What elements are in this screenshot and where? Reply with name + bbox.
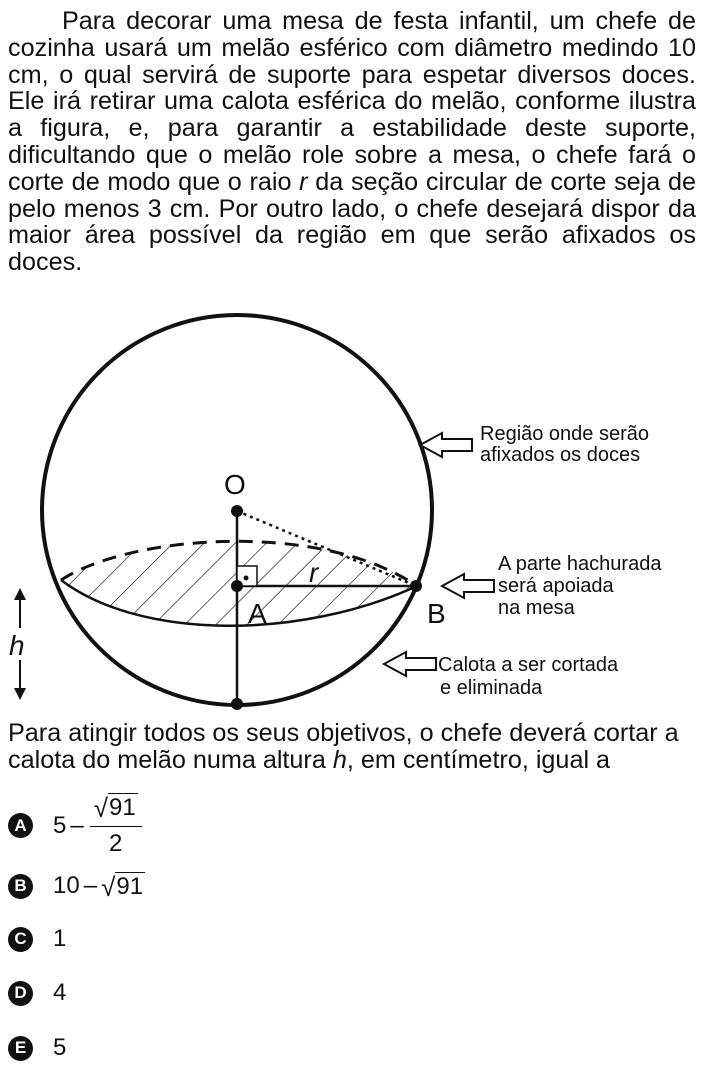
label-B: B xyxy=(427,598,446,629)
right-angle-dot xyxy=(244,576,249,581)
sqrt-icon: √ xyxy=(101,872,116,903)
question-text xyxy=(8,720,698,773)
option-c-badge: C xyxy=(8,927,33,952)
point-bottom xyxy=(231,698,243,710)
h-arrow-up-icon xyxy=(14,588,26,600)
radius-symbol: r xyxy=(299,167,308,196)
option-a-badge: A xyxy=(8,813,33,838)
callout-mid-arrow-icon xyxy=(442,574,494,598)
callout-mid-line2: será apoiada xyxy=(498,575,614,597)
option-b-radicand: 91 xyxy=(116,873,144,900)
option-d-value: 4 xyxy=(53,979,67,1006)
option-b-expression xyxy=(53,872,145,903)
question-text-part2: , em centímetro, igual a xyxy=(346,745,611,774)
option-b-minus: – xyxy=(83,872,98,900)
option-a[interactable] xyxy=(8,793,142,858)
label-O: O xyxy=(224,469,246,500)
option-d[interactable] xyxy=(8,979,66,1007)
h-arrow-down-icon xyxy=(14,688,26,700)
option-b-badge: B xyxy=(8,874,33,899)
option-a-radicand: 91 xyxy=(109,794,136,821)
sqrt-icon: √ xyxy=(93,793,108,824)
problem-statement xyxy=(8,8,696,276)
option-a-fraction xyxy=(90,793,142,858)
point-O xyxy=(231,505,243,517)
callout-bottom-line1: Calota a ser cortada xyxy=(438,654,619,676)
question-text-part1: Para atingir todos os seus objetivos, o chefe deverá cortar a calota do melão numa altura xyxy=(8,719,679,774)
height-symbol: h xyxy=(332,745,347,774)
callout-mid-line1: A parte hachurada xyxy=(498,553,662,575)
label-A: A xyxy=(248,598,267,629)
option-c[interactable] xyxy=(8,925,66,953)
option-e[interactable] xyxy=(8,1034,66,1062)
callout-mid-line3: na mesa xyxy=(498,597,575,619)
option-b-sqrt xyxy=(101,872,145,903)
sphere-figure xyxy=(0,300,705,710)
option-b[interactable] xyxy=(8,872,145,903)
callout-top-line1: Região onde serão xyxy=(480,423,650,445)
option-a-whole: 5 xyxy=(53,811,67,839)
option-b-whole: 10 xyxy=(53,872,80,900)
label-h: h xyxy=(9,630,25,661)
problem-text-part1: Para decorar uma mesa de festa infantil, um chefe de cozinha usará um melão esférico com diâmetro medindo 10 cm, o qual servirá de suporte para espetar diversos doces. Ele irá retirar uma calota esférica do melão, conforme ilustra a figura, e, para garantir a estabilidade deste suporte, dificultando que o melão role sobre a mesa, o chefe fará o corte de modo que o raio xyxy=(8,7,696,196)
option-a-expression xyxy=(53,793,142,858)
callout-bottom-arrow-icon xyxy=(384,652,436,676)
callout-bottom-line2: e eliminada xyxy=(440,677,543,699)
option-a-minus: – xyxy=(70,811,84,839)
option-c-value: 1 xyxy=(53,925,67,952)
option-a-denominator: 2 xyxy=(109,830,123,858)
point-B xyxy=(410,580,422,592)
label-r: r xyxy=(309,557,319,588)
option-e-badge: E xyxy=(8,1036,33,1061)
option-e-value: 5 xyxy=(53,1034,67,1061)
problem-text-part2: da seção circular de corte seja de pelo menos 3 cm. Por outro lado, o chefe desejará dispor da maior área possível da região em que serão afixados os doces. xyxy=(8,167,696,277)
option-d-badge: D xyxy=(8,981,33,1006)
callout-top-arrow-icon xyxy=(420,433,472,457)
point-A xyxy=(231,580,243,592)
callout-top-line2: afixados os doces xyxy=(480,444,641,466)
option-a-sqrt xyxy=(93,793,138,824)
